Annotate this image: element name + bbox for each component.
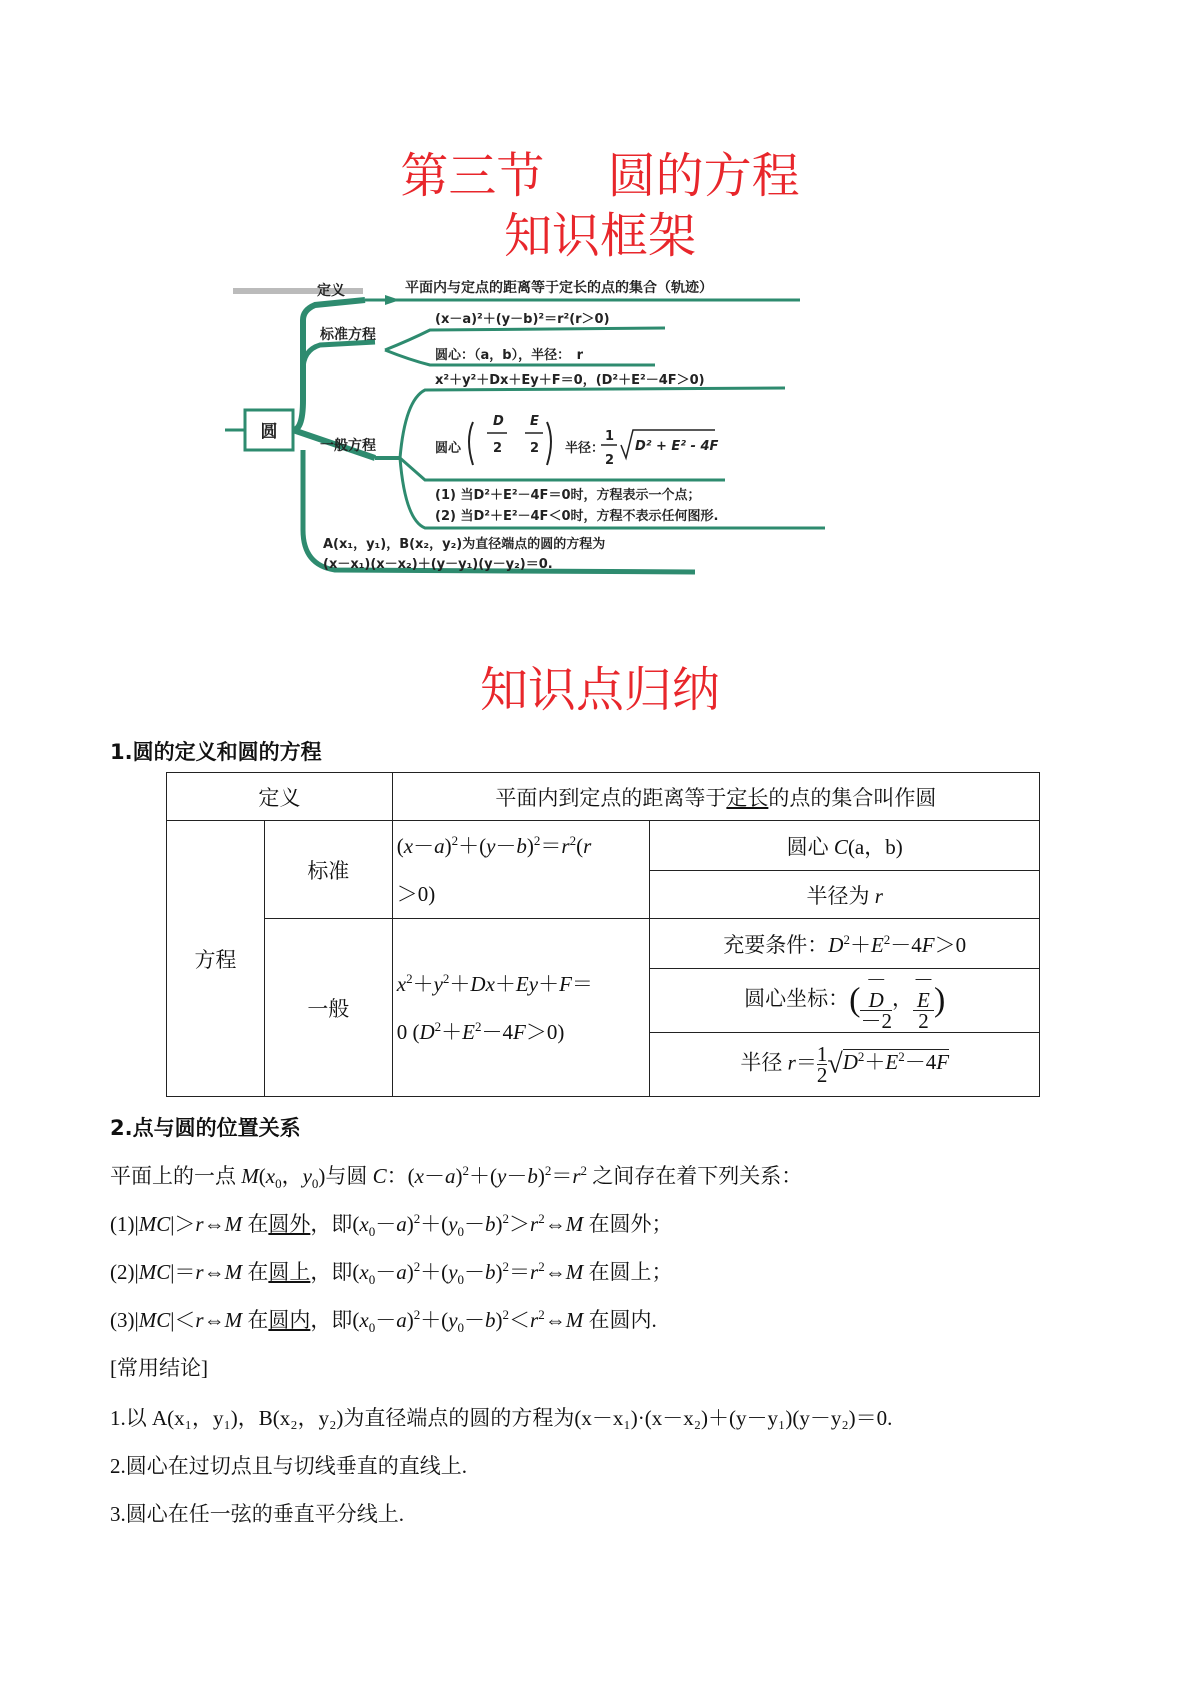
summary-title: 知识点归纳	[479, 662, 720, 718]
mindmap-diam-line1: A(x₁，y₁)，B(x₂，y₂)为直径端点的圆的方程为	[323, 537, 606, 552]
section2-heading: 2.点与圆的位置关系	[110, 1116, 301, 1140]
mindmap-gen-center-2a: 2	[493, 441, 503, 456]
std-radius: 半径为 r	[650, 871, 1040, 919]
mindmap-gen-radius-den: 2	[605, 453, 615, 468]
mindmap-def-label: 定义	[317, 283, 345, 299]
eq-label: 方程	[167, 821, 265, 1097]
mindmap-gen-center-E: E	[530, 414, 539, 429]
std-center: 圆心 C(a，b)	[650, 821, 1040, 871]
gen-radius: 半径 r＝ $\frac{1}{2}$ $√D^2+E^2-4F$	[650, 1033, 1040, 1097]
common-heading: [常用结论]	[110, 1356, 208, 1380]
mindmap-gen-radius-num: 1	[605, 429, 615, 444]
mindmap-gen-radius-rad: D² + E² - 4F	[635, 439, 719, 454]
mindmap-gen-label: 一般方程	[320, 438, 376, 454]
mindmap-gen-eq: x²＋y²＋Dx＋Ey＋F＝0，(D²＋E²－4F＞0)	[435, 373, 705, 388]
mindmap-gen-radius-label: 半径：	[565, 441, 605, 456]
relation-on: (2)|MC|＝r⇔M 在圆上，即$(x_0-a)^2+(y_0-b)^2=r^2\Leftrightarrow M$ 在圆上；	[110, 1259, 673, 1288]
relation-inside: (3)|MC|＜r⇔M 在圆内，即$(x_0-a)^2+(y_0-b)^2<r^2\Leftrightarrow M$ 在圆内.	[110, 1307, 657, 1336]
mindmap-gen-note2: (2) 当D²＋E²－4F＜0时，方程不表示任何图形.	[435, 509, 719, 524]
mindmap	[225, 280, 905, 640]
std-equation: $(x-a)^2+(y-b)^2=r^2(r$ ＞0)	[392, 821, 650, 919]
mindmap-root: 圆	[260, 422, 278, 442]
gen-label: 一般	[264, 919, 392, 1097]
conclusion-3: 3.圆心在任一弦的垂直平分线上.	[110, 1502, 404, 1526]
mindmap-def-text: 平面内与定点的距离等于定长的点的集合（轨迹）	[405, 280, 713, 296]
conclusion-1: 1.以 A(x₁，y₁)，B(x₂，y₂)为直径端点的圆的方程为(x－x₁)·(x－x₂)＋(y－y₁)(y－y₂)＝0.	[110, 1406, 893, 1430]
page-title: 第三节 圆的方程	[400, 148, 800, 204]
mindmap-gen-center-D: D	[493, 414, 504, 429]
mindmap-gen-center-label: 圆心	[435, 441, 462, 456]
def-label: 定义	[167, 773, 393, 821]
mindmap-gen-center-2b: 2	[530, 441, 540, 456]
mindmap-std-eq: (x－a)²＋(y－b)²＝r²(r＞0)	[435, 312, 610, 327]
conclusion-2: 2.圆心在过切点且与切线垂直的直线上.	[110, 1454, 467, 1478]
definition-table	[166, 772, 1040, 1097]
mindmap-gen-note1: (1) 当D²＋E²－4F＝0时，方程表示一个点；	[435, 488, 701, 503]
mindmap-diam-line2: (x－x₁)(x－x₂)＋(y－y₁)(y－y₂)＝0.	[323, 557, 553, 572]
section2-intro: 平面上的一点 $M(x_0$，$y_0$)与圆 C：$(x-a)^2+(y-b)^2=r^2$ 之间存在着下列关系：	[110, 1163, 803, 1192]
def-text: 平面内到定点的距离等于定长的点的集合叫作圆	[392, 773, 1039, 821]
std-label: 标准	[264, 821, 392, 919]
gen-equation: $x^2+y^2+Dx+Ey+F=$ 0 $(D^2+E^2-4F>0)$	[392, 919, 650, 1097]
section1-heading: 1.圆的定义和圆的方程	[110, 740, 322, 764]
gen-center: 圆心坐标：( － D －2 ， － E 2 )	[650, 969, 1040, 1033]
gen-condition: 充要条件：$D^2+E^2-4F>0$	[650, 919, 1040, 969]
framework-title: 知识框架	[503, 208, 696, 264]
mindmap-std-label: 标准方程	[320, 327, 376, 343]
mindmap-std-center: 圆心：（a，b），半径： r	[435, 348, 583, 363]
relation-outside: (1)|MC|＞r⇔M 在圆外，即$(x_0-a)^2+(y_0-b)^2>r^2\Leftrightarrow M$ 在圆外；	[110, 1211, 673, 1240]
